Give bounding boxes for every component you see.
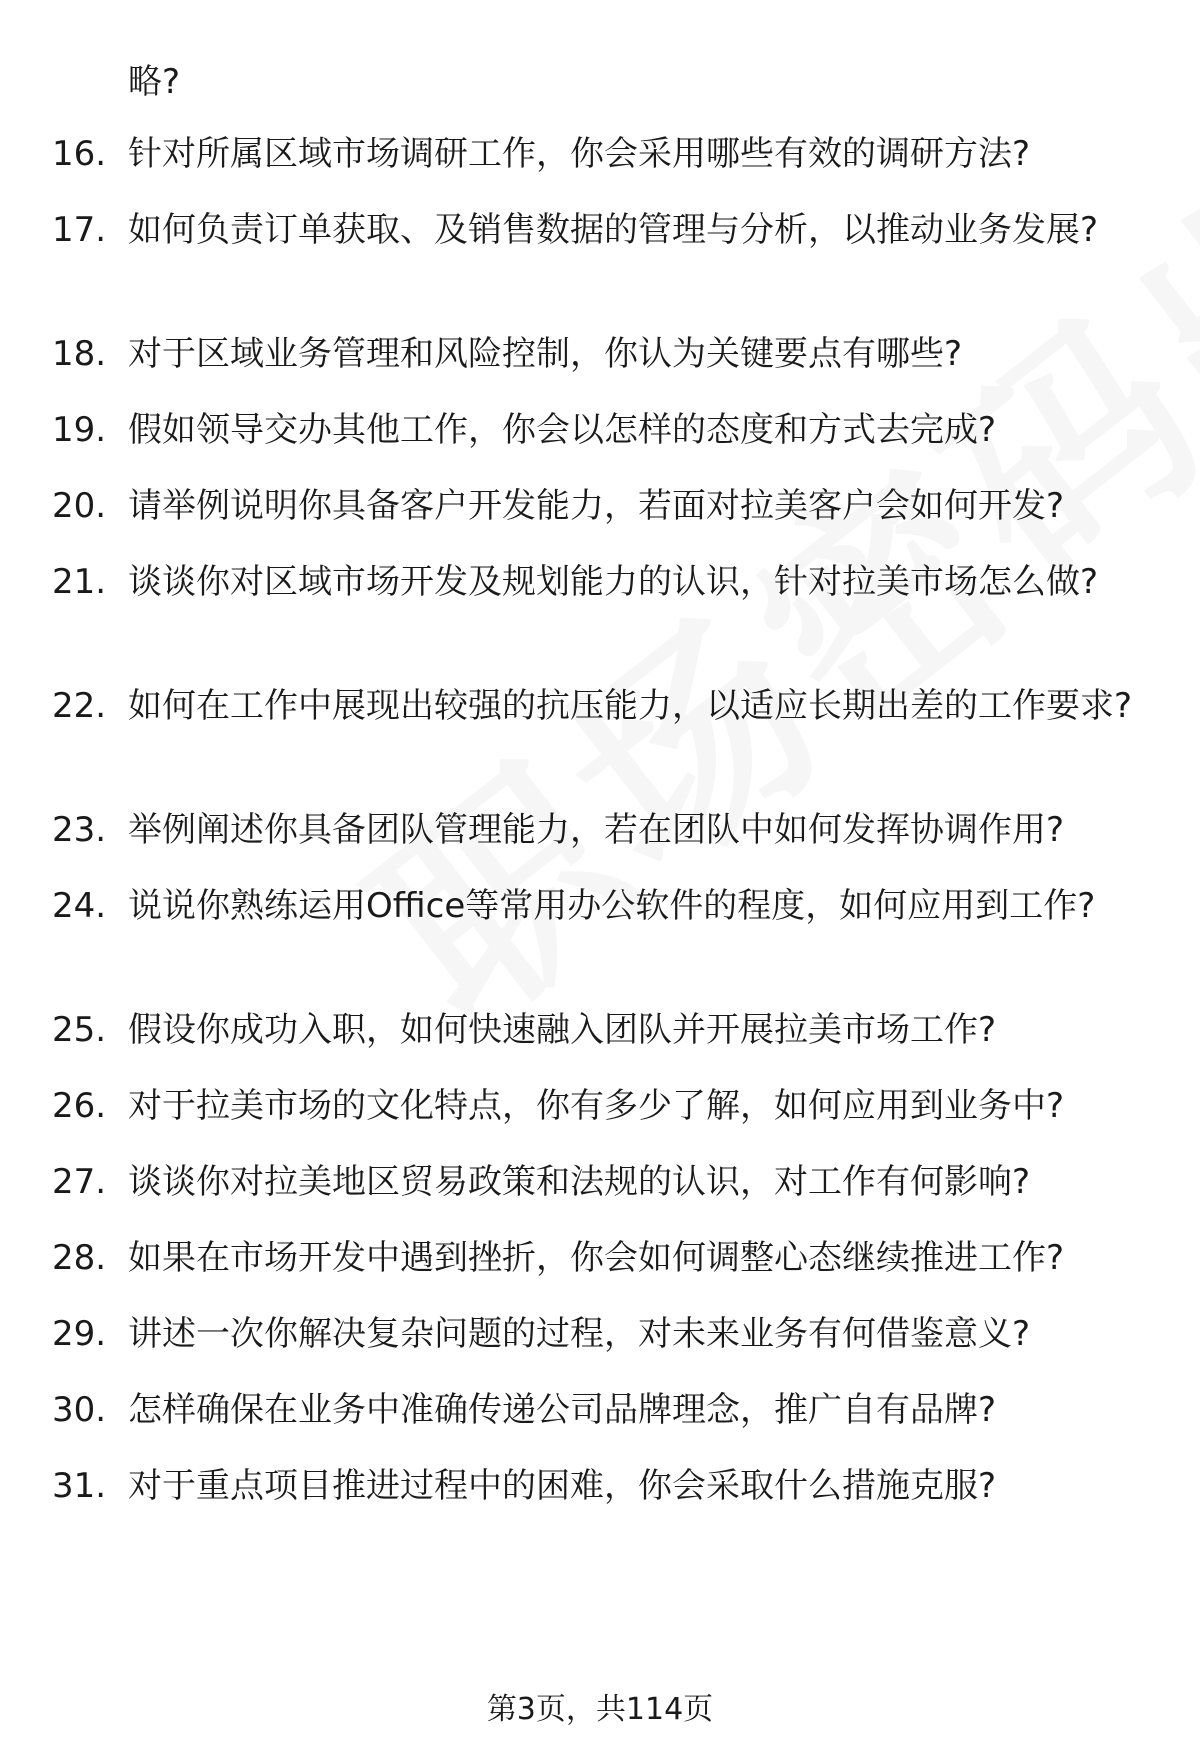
question-number: 24. xyxy=(52,886,107,926)
question-text: 举例阐述你具备团队管理能力，若在团队中如何发挥协调作用? xyxy=(128,810,1065,850)
question-number: 20. xyxy=(52,486,107,526)
question-text: 对于拉美市场的文化特点，你有多少了解，如何应用到业务中? xyxy=(128,1086,1065,1126)
question-text: 针对所属区域市场调研工作，你会采用哪些有效的调研方法? xyxy=(128,134,1031,174)
question-number: 17. xyxy=(52,210,107,250)
page-footer: 第3页，共114页 xyxy=(486,1692,714,1727)
question-number: 19. xyxy=(52,410,107,450)
question-number: 29. xyxy=(52,1314,107,1354)
question-text: 如何负责订单获取、及销售数据的管理与分析，以推动业务发展? xyxy=(128,210,1099,250)
question-number: 26. xyxy=(52,1086,107,1126)
question-number: 25. xyxy=(52,1010,107,1050)
question-text: 谈谈你对区域市场开发及规划能力的认识，针对拉美市场怎么做? xyxy=(128,562,1099,602)
question-number: 23. xyxy=(52,810,107,850)
question-text: 假设你成功入职，如何快速融入团队并开展拉美市场工作? xyxy=(128,1010,997,1050)
question-text: 对于区域业务管理和风险控制，你认为关键要点有哪些? xyxy=(128,334,963,374)
question-number: 22. xyxy=(52,686,107,726)
question-text: 如何在工作中展现出较强的抗压能力，以适应长期出差的工作要求? xyxy=(128,686,1133,726)
continuation-text: 略? xyxy=(128,62,181,102)
question-text: 谈谈你对拉美地区贸易政策和法规的认识，对工作有何影响? xyxy=(128,1162,1031,1202)
question-text: 讲述一次你解决复杂问题的过程，对未来业务有何借鉴意义? xyxy=(128,1314,1031,1354)
question-text: 假如领导交办其他工作，你会以怎样的态度和方式去完成? xyxy=(128,410,997,450)
question-number: 30. xyxy=(52,1390,107,1430)
question-number: 16. xyxy=(52,134,107,174)
question-text: 请举例说明你具备客户开发能力，若面对拉美客户会如何开发? xyxy=(128,486,1065,526)
question-text: 如果在市场开发中遇到挫折，你会如何调整心态继续推进工作? xyxy=(128,1238,1065,1278)
question-number: 28. xyxy=(52,1238,107,1278)
question-number: 21. xyxy=(52,562,107,602)
question-text: 怎样确保在业务中准确传递公司品牌理念，推广自有品牌? xyxy=(128,1390,997,1430)
question-number: 27. xyxy=(52,1162,107,1202)
question-number: 31. xyxy=(52,1466,107,1506)
question-text: 说说你熟练运用Office等常用办公软件的程度，如何应用到工作? xyxy=(128,886,1096,926)
question-number: 18. xyxy=(52,334,107,374)
question-text: 对于重点项目推进过程中的困难，你会采取什么措施克服? xyxy=(128,1466,997,1506)
